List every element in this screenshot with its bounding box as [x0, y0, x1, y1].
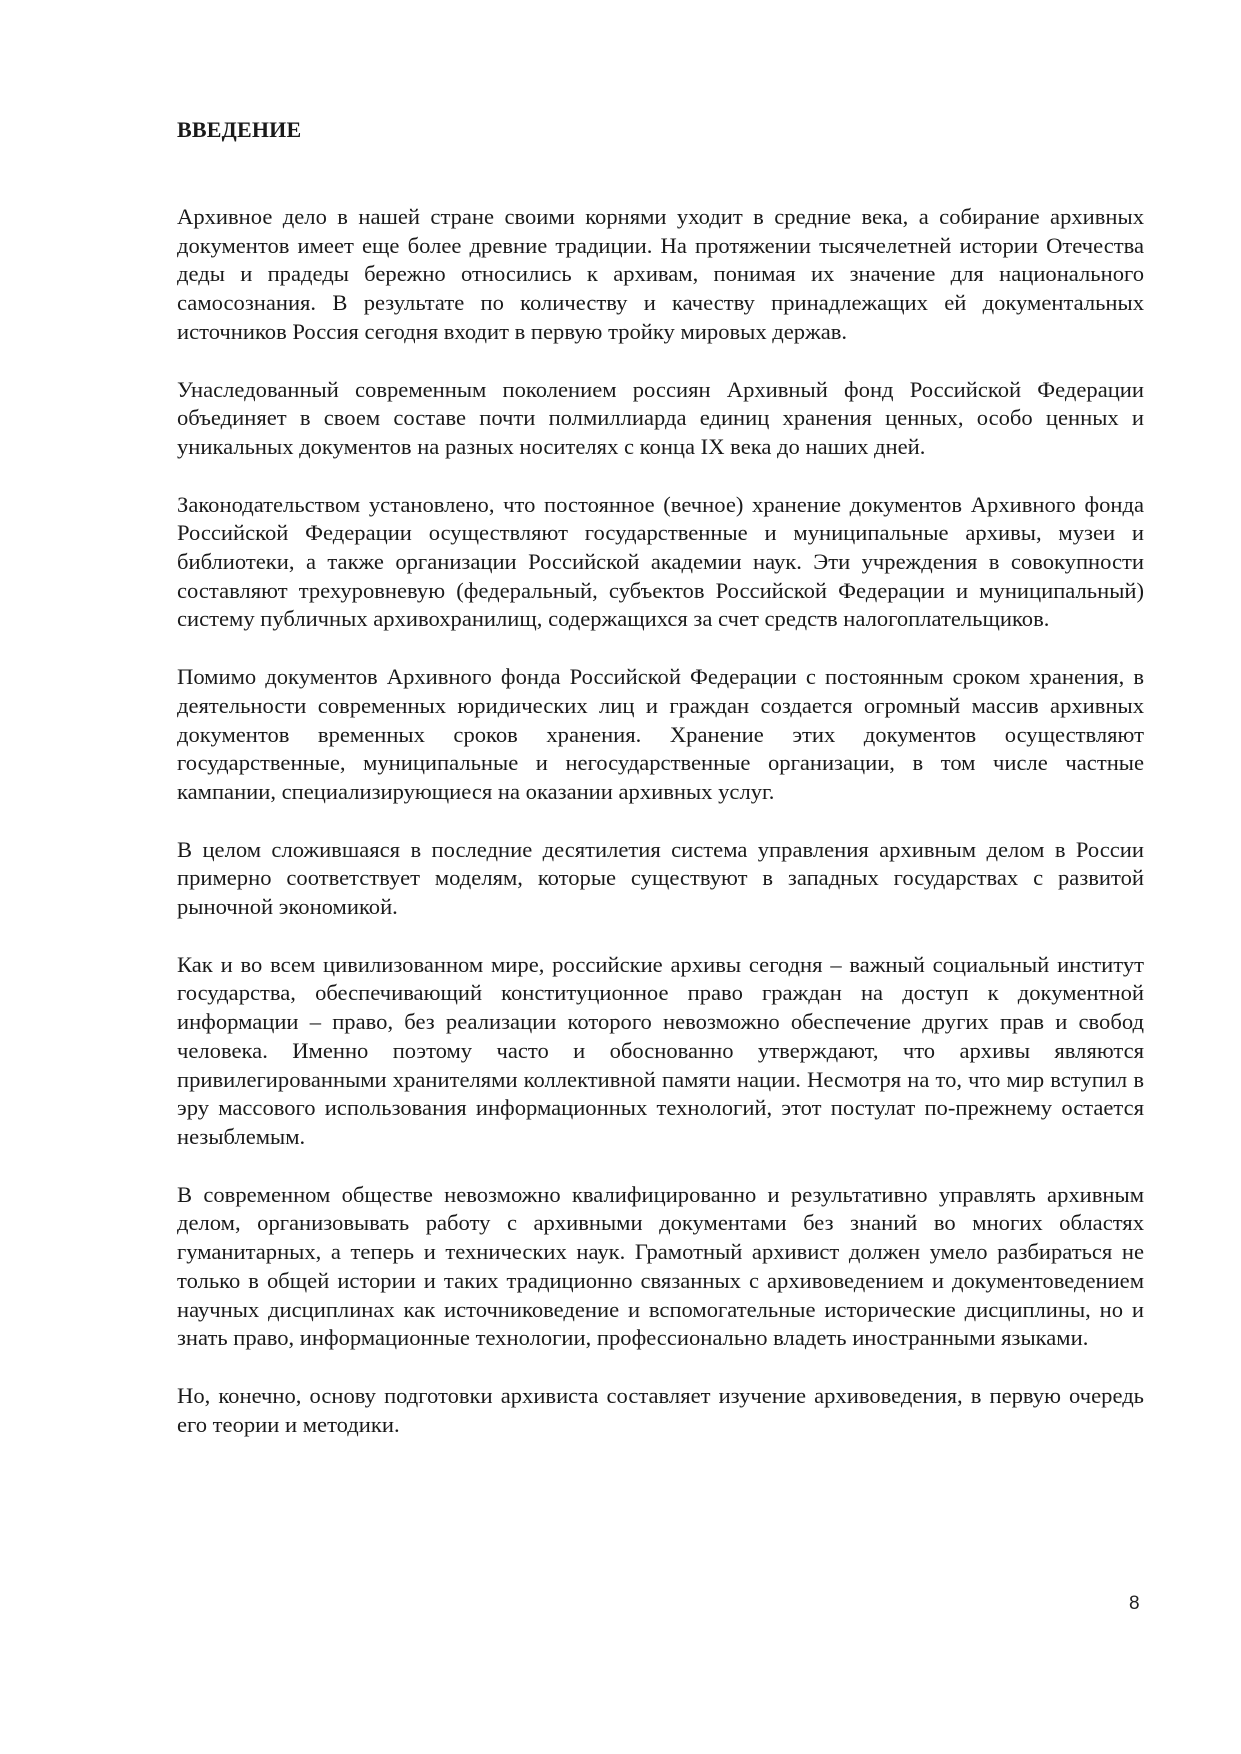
paragraph-2: Унаследованный современным поколением россиян Архивный фонд Российской Федерации объединяет в своем составе почти полмиллиарда единиц хранения ценных, особо ценных и уникальных документов на разных носителях с конца IX века до наших дней. [177, 376, 1144, 459]
document-body [177, 203, 1144, 1468]
paragraph-3: Законодательством установлено, что постоянное (вечное) хранение документов Архивного фонда Российской Федерации осуществляют государственные и муниципальные архивы, музеи и библиотеки, а также организации Российской академии наук. Эти учреждения в совокупности составляют трехуровневую (федеральный, субъектов Российской Федерации и муниципальный) систему публичных архивохранилищ, содержащихся за счет средств налогоплательщиков. [177, 491, 1144, 632]
page-number: 8 [1129, 1593, 1140, 1614]
paragraph-1: Архивное дело в нашей стране своими корнями уходит в средние века, а собирание архивных документов имеет еще более древние традиции. На протяжении тысячелетней истории Отечества деды и прадеды бережно относились к архивам, понимая их значение для национального самосознания. В результате по количеству и качеству принадлежащих ей документальных источников Россия сегодня входит в первую тройку мировых держав. [177, 204, 1144, 344]
paragraph-8: Но, конечно, основу подготовки архивиста составляет изучение архивоведения, в первую очередь его теории и методики. [177, 1382, 1144, 1437]
paragraph-5: В целом сложившаяся в последние десятилетия система управления архивным делом в России примерно соответствует моделям, которые существуют в западных государствах с развитой рыночной экономикой. [177, 836, 1144, 920]
paragraph-4: Помимо документов Архивного фонда Российской Федерации с постоянным сроком хранения, в деятельности современных юридических лиц и граждан создается огромный массив архивных документов временных сроков хранения. Хранение этих документов осуществляют государственные, муниципальные и негосударственные организации, в том числе частные кампании, специализирующиеся на оказании архивных услуг. [177, 664, 1144, 804]
paragraph-6: Как и во всем цивилизованном мире, российские архивы сегодня – важный социальный институт государства, обеспечивающий конституционное право граждан на доступ к документной информации – право, без реализации которого невозможно обеспечение других прав и свобод человека. Именно поэтому часто и обоснованно утверждают, что архивы являются привилегированными хранителями коллективной памяти нации. Несмотря на то, что мир вступил в эру массового использования информационных технологий, этот постулат по-прежнему остается незыблемым. [177, 951, 1144, 1149]
paragraph-7: В современном обществе невозможно квалифицированно и результативно управлять архивным делом, организовывать работу с архивными документами без знаний во многих областях гуманитарных, а теперь и технических наук. Грамотный архивист должен умело разбираться не только в общей истории и таких традиционно связанных с архивоведением и документоведением научных дисциплинах как источниковедение и вспомогательные исторические дисциплины, но и знать право, информационные технологии, профессионально владеть иностранными языками. [177, 1181, 1144, 1351]
section-heading: ВВЕДЕНИЕ [177, 117, 302, 142]
